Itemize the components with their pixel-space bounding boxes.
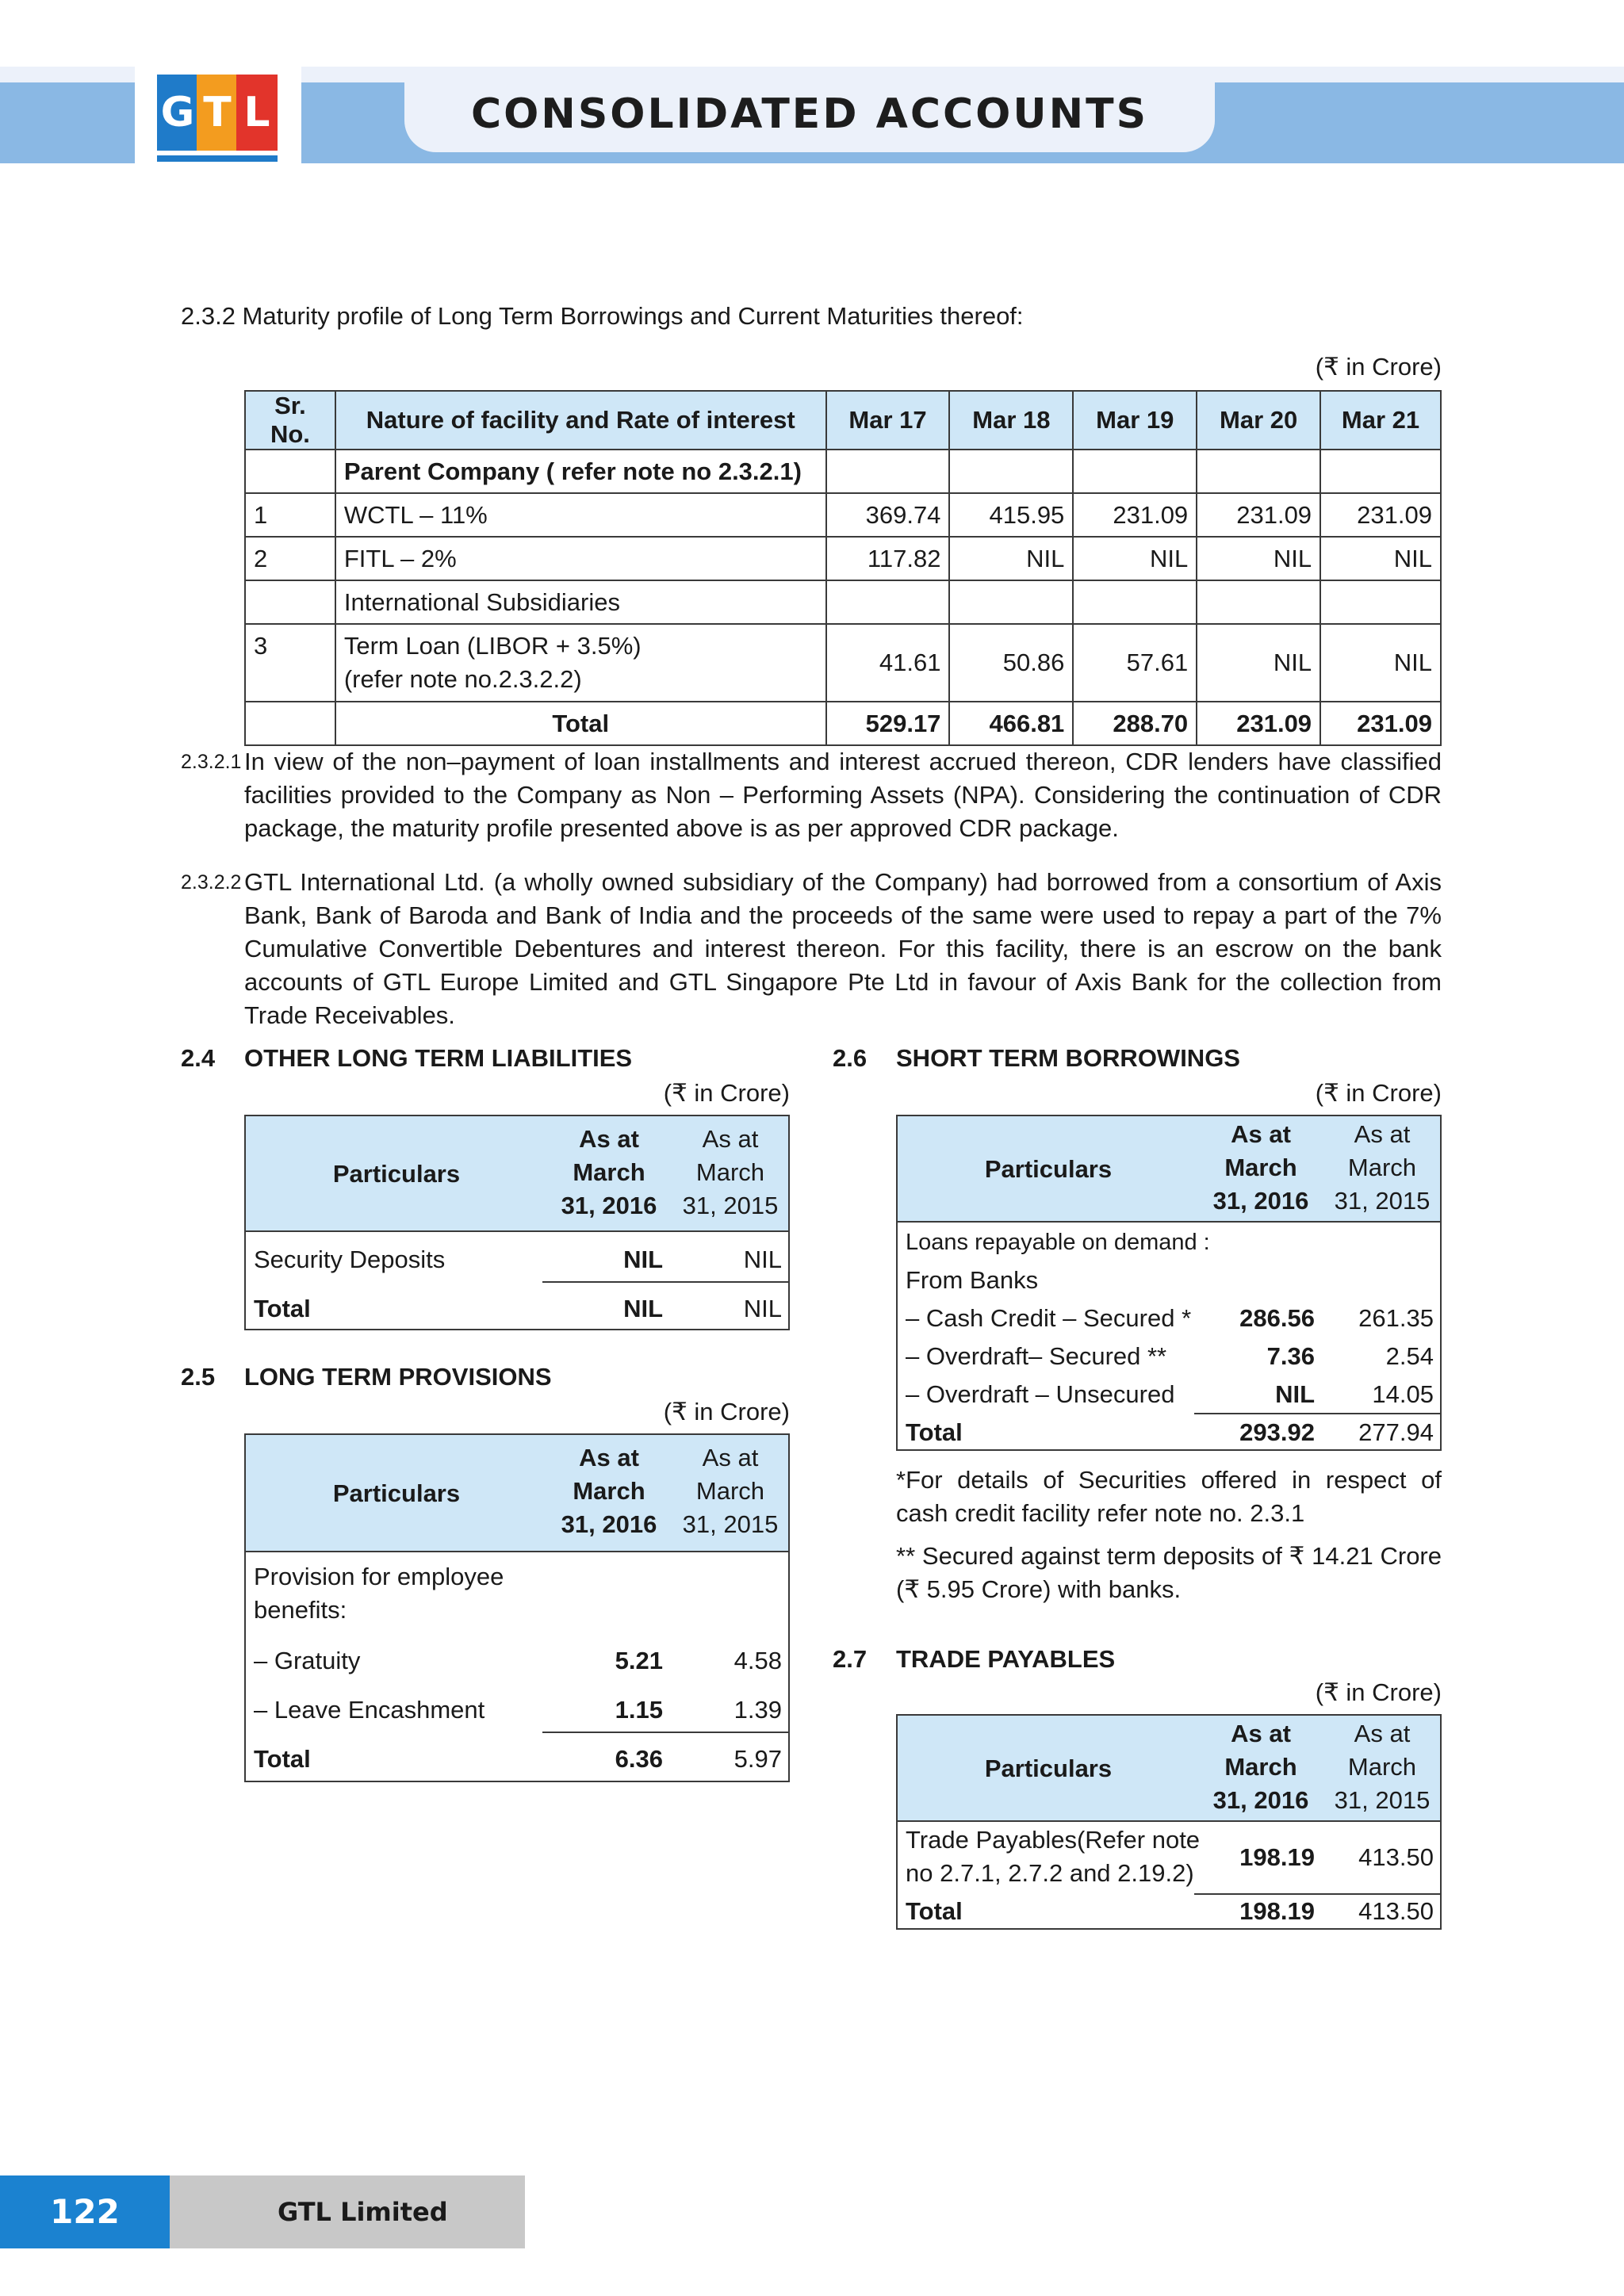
section-2-5-unit: (₹ in Crore) (663, 1398, 790, 1425)
table-2-7: Particulars As at March 31, 2016 As at March 31, 2015 Trade Payables(Refer note no 2.7.1, 2.7.2 and 2.19.2) 198.19 413.50 Total 198.19 413.50 (896, 1714, 1442, 1930)
footer-company-name: GTL Limited (170, 2175, 525, 2248)
col-mar20: Mar 20 (1197, 391, 1320, 450)
table-row: 3 Term Loan (LIBOR + 3.5%) (refer note no.2.3.2.2) 41.61 50.86 57.61 NIL NIL (245, 624, 1441, 702)
row-loans-intro: Loans repayable on demand : (906, 1230, 1210, 1255)
row-total: Total (906, 1418, 963, 1446)
row-security-deposits: Security Deposits (254, 1246, 446, 1273)
row-gratuity: – Gratuity (254, 1647, 361, 1674)
col-mar21: Mar 21 (1320, 391, 1441, 450)
row-cash-credit: – Cash Credit – Secured * (906, 1304, 1192, 1332)
section-2-7-number: 2.7 (833, 1645, 868, 1673)
table-row (245, 450, 1441, 493)
table-row: 1 WCTL – 11% 369.74 415.95 231.09 231.09 231.09 (245, 493, 1441, 537)
table-2-7-header: Particulars As at March 31, 2016 As at March 31, 2015 (898, 1716, 1440, 1822)
table-2-5: Particulars As at March 31, 2016 As at March 31, 2015 Provision for employee benefits: – Gratuity 5.21 4.58 – Leave Encashment 1.15 1.39 Total 6.36 5.97 (244, 1433, 790, 1782)
maturity-unit: (₹ in Crore) (1315, 353, 1442, 381)
page-title: CONSOLIDATED ACCOUNTS (470, 90, 1149, 138)
section-2-4-unit: (₹ in Crore) (663, 1079, 790, 1107)
section-2-7-unit: (₹ in Crore) (1315, 1678, 1442, 1706)
col-mar17: Mar 17 (826, 391, 950, 450)
section-2-5-number: 2.5 (181, 1363, 216, 1391)
section-parent-company: Parent Company ( refer note no 2.3.2.1) (335, 450, 826, 493)
row-overdraft-unsecured: – Overdraft – Unsecured (906, 1380, 1175, 1408)
table-total-row: Total 529.17 466.81 288.70 231.09 231.09 (245, 702, 1441, 745)
section-2-6-unit: (₹ in Crore) (1315, 1079, 1442, 1107)
page-number: 122 (0, 2175, 170, 2248)
col-sr-no: Sr. No. (245, 391, 335, 450)
col-mar19: Mar 19 (1073, 391, 1197, 450)
row-total: Total (254, 1745, 311, 1773)
logo-underline (157, 155, 278, 162)
section-2-4-number: 2.4 (181, 1044, 216, 1072)
table-row (245, 580, 1441, 624)
logo-letter-g: G (157, 75, 198, 151)
table-2-6-header: Particulars As at March 31, 2016 As at March 31, 2015 (898, 1116, 1440, 1223)
section-2-6-number: 2.6 (833, 1044, 868, 1072)
table-2-5-header: Particulars As at March 31, 2016 As at March 31, 2015 (246, 1435, 788, 1552)
section-international: International Subsidiaries (335, 580, 826, 624)
row-total: Total (906, 1897, 963, 1925)
row-provision-intro: Provision for employee (254, 1563, 504, 1590)
section-2-6-title: SHORT TERM BORROWINGS (896, 1044, 1240, 1072)
note-2-3-2-1: 2.3.2.1 In view of the non–payment of loan installments and interest accrued thereon, CDR lenders have classified facilities provided to the Company as Non – Performing Assets (NPA). Considering the continuation of CDR package, the maturity profile presented above is as per approved CDR package. (181, 748, 1442, 842)
logo-letter-t: T (197, 75, 238, 151)
table-2-4-header: Particulars As at March 31, 2016 As at March 31, 2015 (246, 1116, 788, 1232)
row-total: Total (254, 1295, 311, 1322)
row-trade-payables: Trade Payables(Refer note (906, 1826, 1201, 1854)
logo-letter-l: L (236, 75, 278, 151)
col-mar18: Mar 18 (949, 391, 1073, 450)
footnote-securities: *For details of Securities offered in respect of cash credit facility refer note no. 2.3.1 (896, 1466, 1442, 1527)
row-leave-encashment: – Leave Encashment (254, 1696, 485, 1724)
table-header-row (245, 391, 1441, 450)
section-2-5-title: LONG TERM PROVISIONS (244, 1363, 552, 1391)
table-row: 2 FITL – 2% 117.82 NIL NIL NIL NIL (245, 537, 1441, 580)
section-2-7-title: TRADE PAYABLES (896, 1645, 1116, 1673)
table-2-4: Particulars As at March 31, 2016 As at March 31, 2015 Security Deposits NIL NIL Total NIL NIL (244, 1115, 790, 1330)
maturity-table (244, 390, 1442, 746)
col-nature: Nature of facility and Rate of interest (335, 391, 826, 450)
row-overdraft-secured: – Overdraft– Secured ** (906, 1342, 1167, 1370)
section-2-4-title: OTHER LONG TERM LIABILITIES (244, 1044, 633, 1072)
footnote-term-deposits: ** Secured against term deposits of ₹ 14.21 Crore (₹ 5.95 Crore) with banks. (896, 1542, 1442, 1603)
note-2-3-2-2: 2.3.2.2 GTL International Ltd. (a wholly owned subsidiary of the Company) had borrowed from a consortium of Axis Bank, Bank of Baroda and Bank of India and the proceeds of the same were used to repay a part of the 7% Cumulative Convertible Debentures and interest thereon. For this facility, there is an escrow on the bank accounts of GTL Europe Limited and GTL Singapore Pte Ltd in favour of Axis Bank for the collection from Trade Receivables. (181, 868, 1442, 1029)
maturity-heading: 2.3.2 Maturity profile of Long Term Borrowings and Current Maturities thereof: (181, 302, 1024, 330)
table-2-6: Particulars As at March 31, 2016 As at March 31, 2015 Loans repayable on demand : From Banks – Cash Credit – Secured * 286.56 261.35 – Overdraft– Secured ** 7.36 2.54 – Overdraft – Unsecured NIL 14.05 Total 293.92 277.94 (896, 1115, 1442, 1451)
